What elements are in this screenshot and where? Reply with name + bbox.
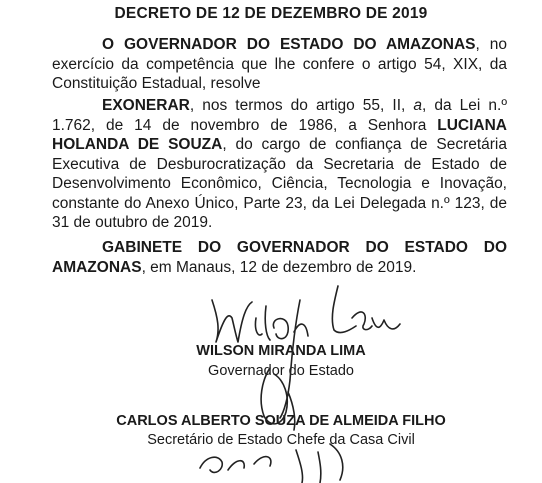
decree-title: DECRETO DE 12 DE DEZEMBRO DE 2019 [114, 5, 428, 22]
secretary-role: Secretário de Estado Chefe da Casa Civil [147, 432, 415, 448]
preamble-text: , no exercício da competência que lhe confere o artigo 54, XIX, da Constituição Estadual, resolve [52, 36, 507, 92]
cabinet-heading: GABINETE DO GOVERNADOR DO ESTADO DO AMAZONAS [52, 239, 507, 276]
exoneration-text-1: , nos termos do artigo 55, II, [189, 97, 414, 114]
exoneration-text-3: , do cargo de confiança de Secretária Executiva de Desburocratização da Secretaria de Estado de Desenvolvimento Econômico, Ciência, Tecnologia e Inovação, constante do Anexo Único, Parte 23, da Lei Delegada n.º 123, de 31 de outubro de 2019. [52, 136, 507, 231]
closing-text: , em Manaus, 12 de dezembro de 2019. [141, 258, 417, 276]
secretary-name: CARLOS ALBERTO SOUZA DE ALMEIDA FILHO [116, 413, 446, 429]
governor-role: Governador do Estado [208, 363, 354, 379]
preamble-paragraph [52, 35, 507, 94]
exoneration-text-2: , da Lei n.º 1.762, de 14 de novembro de 1986, a Senhora [52, 97, 507, 134]
exonerar-keyword: EXONERAR [102, 97, 190, 114]
exonerated-person-name: LUCIANA HOLANDA DE SOUZA [52, 116, 507, 153]
clause-letter: a [413, 97, 423, 114]
governor-name: WILSON MIRANDA LIMA [196, 343, 366, 359]
closing-paragraph [52, 238, 507, 277]
exoneration-paragraph [52, 96, 507, 233]
governor-heading: O GOVERNADOR DO ESTADO DO AMAZONAS [102, 36, 476, 53]
